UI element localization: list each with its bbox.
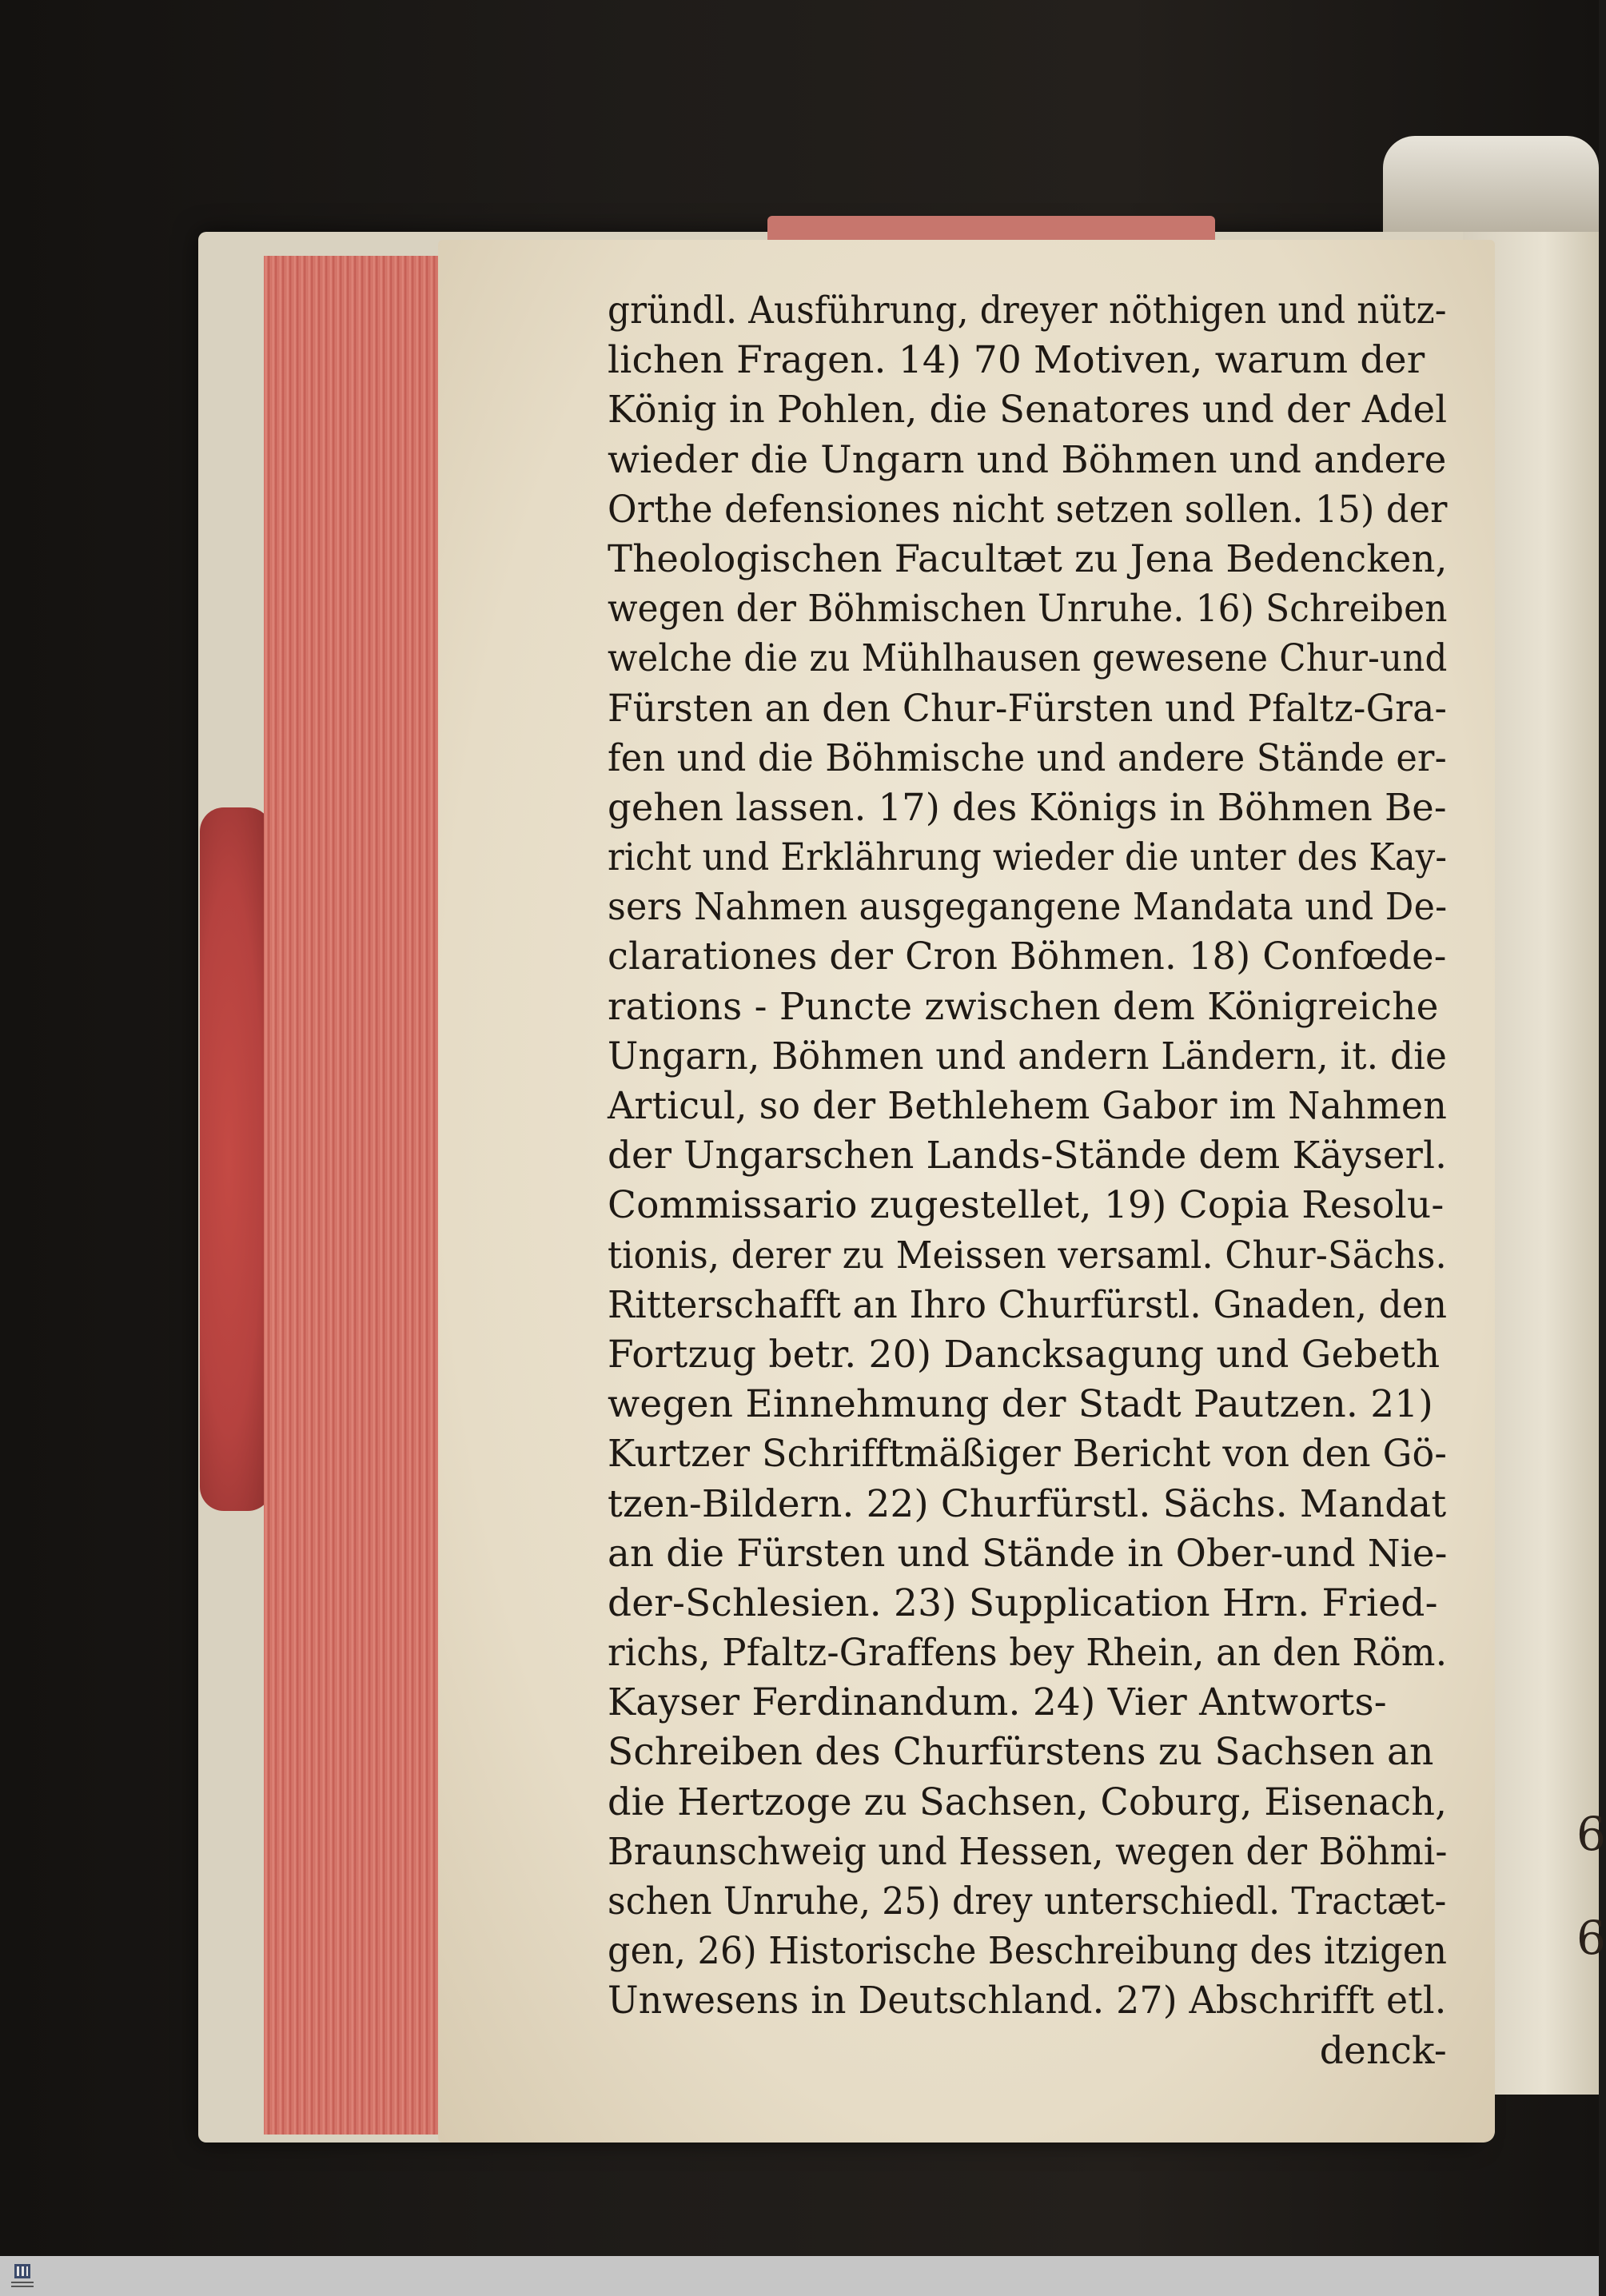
text-line: sers Nahmen ausgegangene Mandata und De- — [608, 885, 1448, 930]
text-line: wieder die Ungarn und Böhmen und andere — [608, 437, 1447, 482]
right-leaf-fragment: 6 — [1576, 1911, 1606, 1965]
text-line: fen und die Böhmische und andere Stände er- — [608, 735, 1447, 780]
text-line: der-Schlesien. 23) Supplication Hrn. Fried- — [608, 1580, 1438, 1625]
red-edge-left — [200, 807, 272, 1511]
text-line: Commissario zugestellet, 19) Copia Resolu- — [608, 1183, 1445, 1228]
text-line: tionis, derer zu Meissen versaml. Chur-Sächs. — [608, 1233, 1447, 1278]
page-text-block — [608, 286, 1447, 2076]
text-line: richt und Erklährung wieder die unter des Kay- — [608, 835, 1448, 880]
page-edge-stack — [264, 256, 443, 2135]
right-leaf-clasp — [1383, 136, 1599, 232]
text-line: schen Unruhe, 25) drey unterschiedl. Tractæt- — [608, 1879, 1447, 1923]
catchword: denck- — [1319, 2028, 1447, 2073]
text-line: welche die zu Mühlhausen gewesene Chur-und — [608, 636, 1448, 681]
text-line: Braunschweig und Hessen, wegen der Böhmi- — [608, 1829, 1448, 1874]
text-line: gehen lassen. 17) des Königs in Böhmen Be- — [608, 785, 1447, 830]
text-line: wegen der Böhmischen Unruhe. 16) Schreiben — [608, 587, 1448, 632]
text-line: clarationes der Cron Böhmen. 18) Confœde- — [608, 935, 1447, 979]
text-line: die Hertzoge zu Sachsen, Coburg, Eisenach, — [608, 1780, 1448, 1824]
text-line: Kayser Ferdinandum. 24) Vier Antworts- — [608, 1680, 1387, 1725]
text-line: gründl. Ausführung, dreyer nöthigen und nütz- — [608, 289, 1447, 333]
book-page — [438, 240, 1495, 2143]
text-line: Fortzug betr. 20) Dancksagung und Gebeth — [608, 1332, 1441, 1377]
text-line: Unwesens in Deutschland. 27) Abschrifft etl. — [608, 1979, 1447, 2023]
text-line: wegen Einnehmung der Stadt Pautzen. 21) — [608, 1382, 1433, 1427]
text-line: Schreiben des Churfürstens zu Sachsen an — [608, 1730, 1434, 1775]
text-line: tzen-Bildern. 22) Churfürstl. Sächs. Mandat — [608, 1481, 1447, 1526]
text-line: König in Pohlen, die Senatores und der Adel — [608, 388, 1448, 432]
text-line: an die Fürsten und Stände in Ober-und Nie- — [608, 1531, 1448, 1576]
right-leaf-fragment: 6 — [1576, 1807, 1606, 1861]
text-line: lichen Fragen. 14) 70 Motiven, warum der — [608, 338, 1425, 383]
text-line: Articul, so der Bethlehem Gabor im Nahmen — [608, 1084, 1448, 1128]
text-line: rations - Puncte zwischen dem Königreiche — [608, 984, 1439, 1029]
text-line: gen, 26) Historische Beschreibung des itzigen — [608, 1929, 1448, 1974]
text-line: richs, Pfaltz-Graffens bey Rhein, an den Röm. — [608, 1631, 1448, 1676]
text-line: Theologischen Facultæt zu Jena Bedencken, — [608, 536, 1448, 581]
text-line: Fürsten an den Chur-Fürsten und Pfaltz-Gra- — [608, 686, 1448, 731]
text-line: Ritterschafft an Ihro Churfürstl. Gnaden, den — [608, 1282, 1448, 1327]
viewer-footer-bar — [0, 2256, 1599, 2296]
library-crest-icon[interactable] — [6, 2261, 38, 2291]
text-line: der Ungarschen Lands-Stände dem Käyserl. — [608, 1134, 1448, 1178]
text-line: Orthe defensiones nicht setzen sollen. 15) der — [608, 487, 1448, 532]
text-line: Ungarn, Böhmen und andern Ländern, it. die — [608, 1034, 1448, 1078]
text-line: Kurtzer Schrifftmäßiger Bericht von den Gö- — [608, 1432, 1448, 1477]
